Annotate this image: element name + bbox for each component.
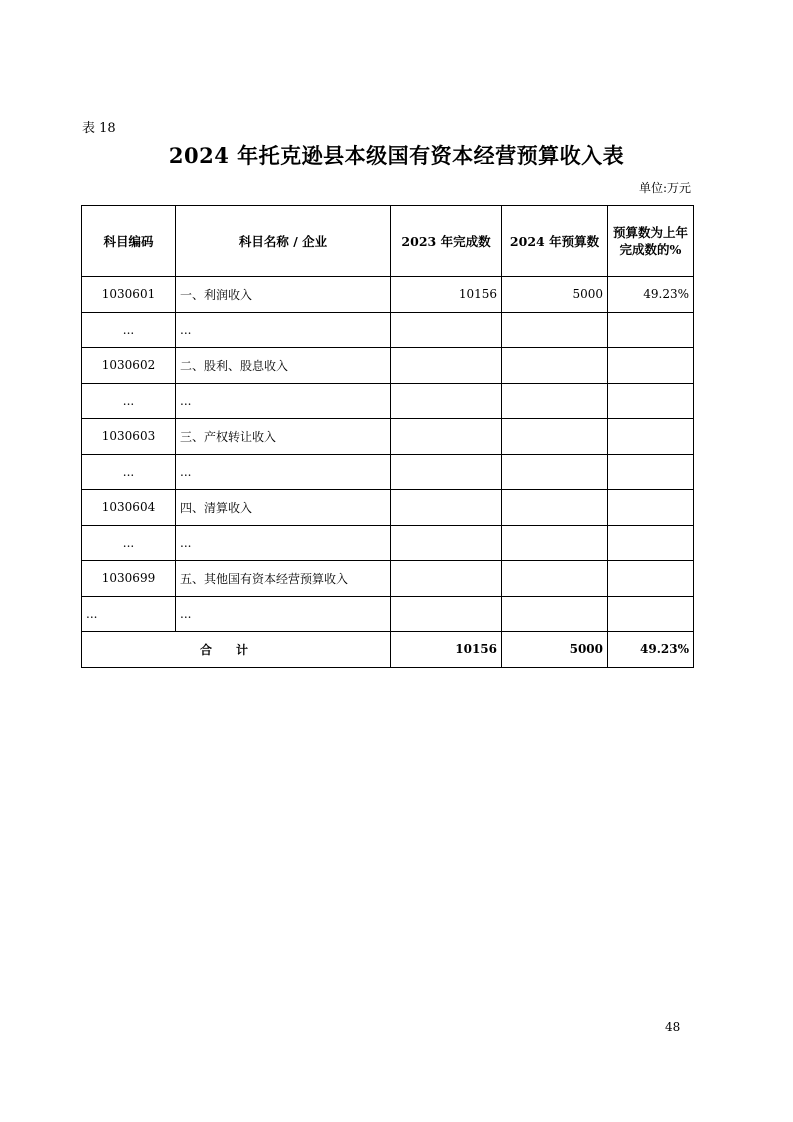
cell-2024 xyxy=(502,419,608,455)
header-2023-actual: 2023 年完成数 xyxy=(391,206,502,277)
cell-code: 1030603 xyxy=(82,419,176,455)
cell-pct xyxy=(608,348,694,384)
cell-2024 xyxy=(502,454,608,490)
cell-code: 1030699 xyxy=(82,561,176,597)
cell-code: 1030604 xyxy=(82,490,176,526)
table-row xyxy=(82,454,694,490)
table-row xyxy=(82,383,694,419)
header-2024-budget: 2024 年预算数 xyxy=(502,206,608,277)
cell-2023 xyxy=(391,348,502,384)
cell-name: 三、产权转让收入 xyxy=(176,419,391,455)
cell-2024: 5000 xyxy=(502,277,608,313)
cell-2024 xyxy=(502,312,608,348)
table-row xyxy=(82,525,694,561)
header-percentage xyxy=(608,206,694,277)
cell-2023 xyxy=(391,561,502,597)
total-pct: 49.23% xyxy=(608,632,694,668)
cell-code: ... xyxy=(82,596,176,632)
cell-pct xyxy=(608,454,694,490)
cell-code: 1030601 xyxy=(82,277,176,313)
page-title: 2024 年托克逊县本级国有资本经营预算收入表 xyxy=(168,143,625,168)
cell-2023: 10156 xyxy=(391,277,502,313)
cell-pct xyxy=(608,312,694,348)
cell-name: 四、清算收入 xyxy=(176,490,391,526)
cell-2024 xyxy=(502,383,608,419)
table-row xyxy=(82,596,694,632)
cell-pct xyxy=(608,525,694,561)
cell-2024 xyxy=(502,596,608,632)
cell-pct xyxy=(608,561,694,597)
cell-name: ... xyxy=(176,596,391,632)
unit-label: 单位:万元 xyxy=(638,181,691,195)
page-number: 48 xyxy=(665,1020,681,1034)
budget-revenue-table xyxy=(81,205,694,668)
cell-pct xyxy=(608,383,694,419)
cell-name: ... xyxy=(176,525,391,561)
cell-name: 五、其他国有资本经营预算收入 xyxy=(176,561,391,597)
cell-code: ... xyxy=(82,525,176,561)
cell-code: ... xyxy=(82,312,176,348)
cell-code: ... xyxy=(82,454,176,490)
header-percentage-line2: 完成数的% xyxy=(619,242,682,257)
cell-pct xyxy=(608,419,694,455)
header-name: 科目名称 / 企业 xyxy=(176,206,391,277)
cell-pct xyxy=(608,490,694,526)
header-code: 科目编码 xyxy=(82,206,176,277)
total-label: 合计 xyxy=(82,632,391,668)
cell-2023 xyxy=(391,490,502,526)
table-row xyxy=(82,312,694,348)
cell-2023 xyxy=(391,312,502,348)
cell-name: 一、利润收入 xyxy=(176,277,391,313)
cell-2023 xyxy=(391,454,502,490)
cell-2024 xyxy=(502,490,608,526)
cell-name: ... xyxy=(176,312,391,348)
cell-2023 xyxy=(391,383,502,419)
cell-2024 xyxy=(502,525,608,561)
table-number-label: 表 18 xyxy=(82,121,116,136)
cell-2023 xyxy=(391,596,502,632)
cell-name: ... xyxy=(176,383,391,419)
cell-name: 二、股利、股息收入 xyxy=(176,348,391,384)
table-row xyxy=(82,348,694,384)
total-2024: 5000 xyxy=(502,632,608,668)
header-percentage-line1: 预算数为上年 xyxy=(612,225,688,240)
cell-2023 xyxy=(391,419,502,455)
cell-code: 1030602 xyxy=(82,348,176,384)
table-header-row xyxy=(82,206,694,277)
cell-pct: 49.23% xyxy=(608,277,694,313)
total-row xyxy=(82,632,694,668)
table-row xyxy=(82,277,694,313)
cell-pct xyxy=(608,596,694,632)
table-row xyxy=(82,419,694,455)
total-2023: 10156 xyxy=(391,632,502,668)
cell-2023 xyxy=(391,525,502,561)
cell-code: ... xyxy=(82,383,176,419)
cell-2024 xyxy=(502,348,608,384)
table-row xyxy=(82,490,694,526)
cell-2024 xyxy=(502,561,608,597)
table-row xyxy=(82,561,694,597)
cell-name: ... xyxy=(176,454,391,490)
